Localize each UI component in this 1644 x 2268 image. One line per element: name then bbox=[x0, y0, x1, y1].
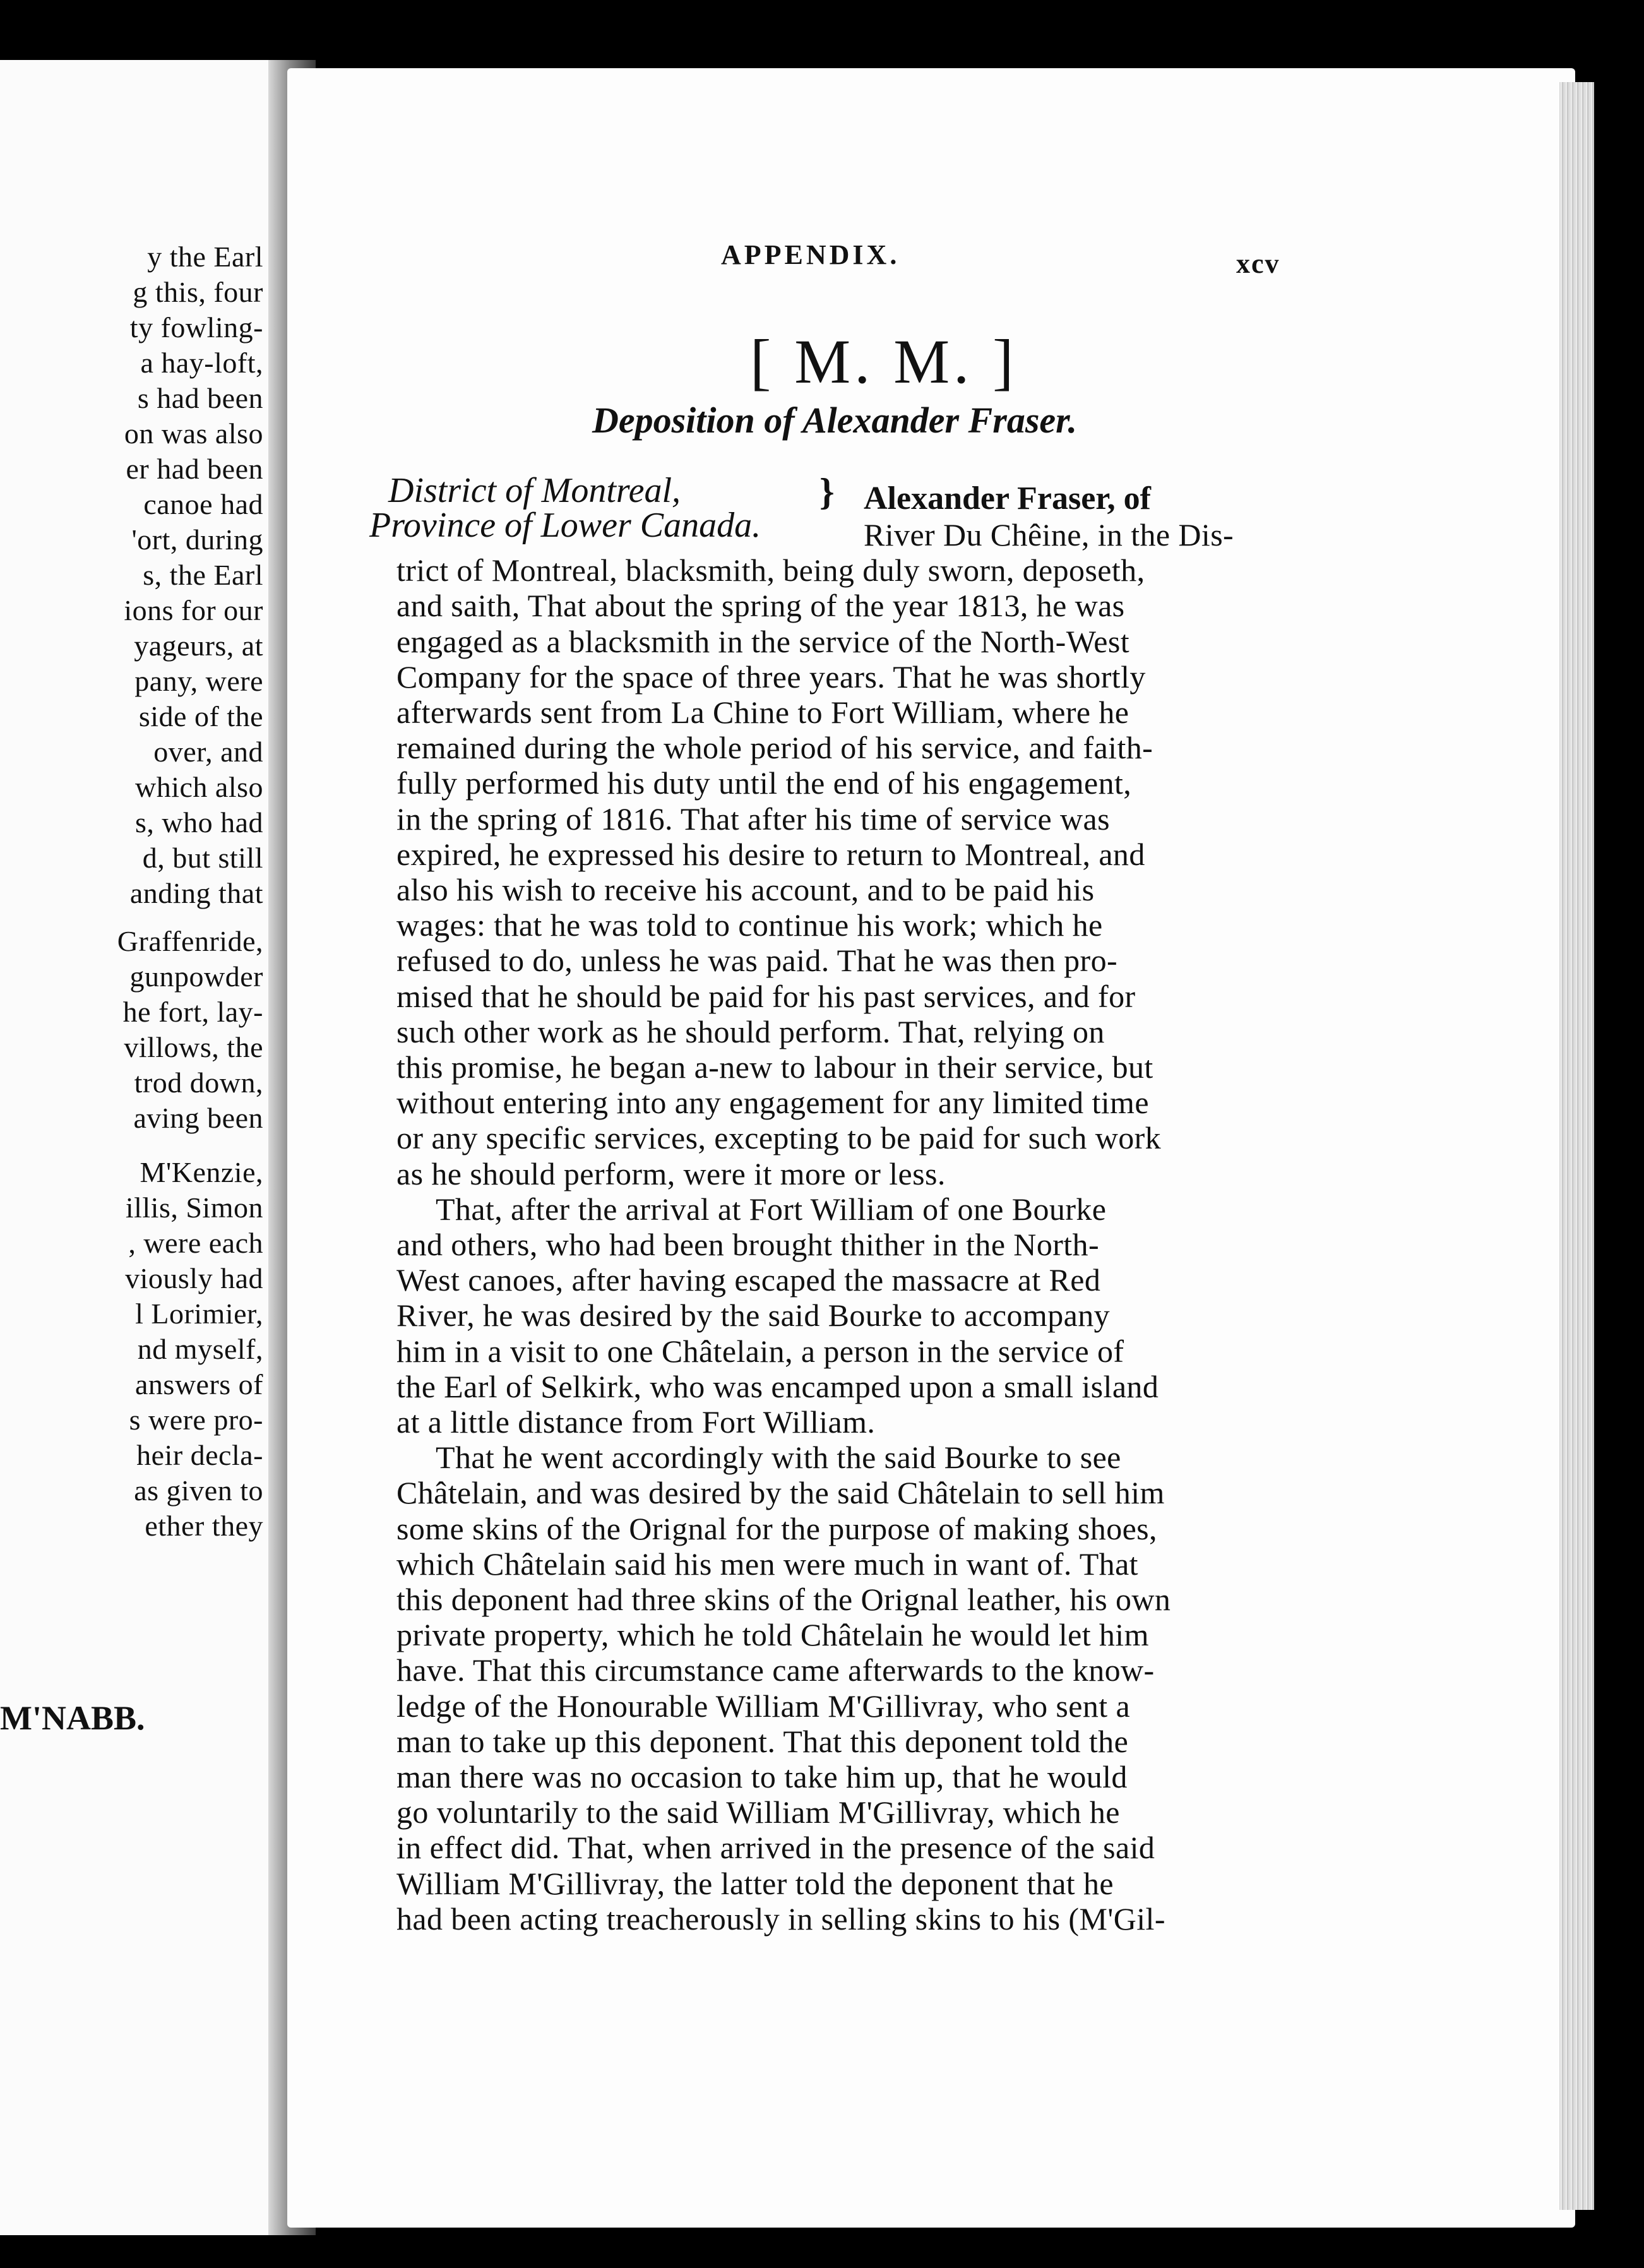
facing-page-line: which also bbox=[134, 771, 263, 803]
facing-page-line: on was also bbox=[124, 417, 263, 450]
body-line: remained during the whole period of his service, and faith- bbox=[396, 730, 1153, 766]
body-line: had been acting treacherously in selling skins to his (M'Gil- bbox=[396, 1901, 1165, 1937]
facing-page-line: M'Kenzie, bbox=[140, 1156, 263, 1188]
body-line: Company for the space of three years. That he was shortly bbox=[396, 659, 1146, 695]
body-line: this promise, he began a-new to labour in their service, but bbox=[396, 1049, 1153, 1085]
facing-page-line: he fort, lay- bbox=[122, 996, 263, 1028]
body-line: man there was no occasion to take him up, that he would bbox=[396, 1759, 1128, 1794]
body-line: such other work as he should perform. That, relying on bbox=[396, 1013, 1105, 1049]
body-line: some skins of the Orignal for the purpose of making shoes, bbox=[396, 1510, 1157, 1546]
body-line: in effect did. That, when arrived in the presence of the said bbox=[396, 1830, 1155, 1866]
body-line: have. That this circumstance came afterwards to the know- bbox=[396, 1652, 1155, 1688]
facing-page-line: as given to bbox=[134, 1474, 263, 1507]
facing-page-line: s, the Earl bbox=[143, 559, 263, 591]
facing-page-line: 'ort, during bbox=[131, 523, 263, 556]
facing-page-line: answers of bbox=[135, 1368, 263, 1400]
facing-page-line: a hay-loft, bbox=[140, 347, 263, 379]
body-line: Châtelain, and was desired by the said Châtelain to sell him bbox=[396, 1475, 1165, 1511]
document-title: Deposition of Alexander Fraser. bbox=[592, 400, 1078, 441]
facing-page-line: aving been bbox=[133, 1102, 263, 1134]
facing-page-signature: M'NABB. bbox=[0, 1699, 145, 1737]
body-line: him in a visit to one Châtelain, a person in the service of bbox=[396, 1333, 1124, 1369]
district-line: District of Montreal, bbox=[388, 471, 681, 510]
facing-page-line: over, and bbox=[153, 736, 263, 768]
facing-page-line: illis, Simon bbox=[125, 1191, 263, 1224]
body-line: also his wish to receive his account, and to be paid his bbox=[396, 872, 1095, 907]
body-line: refused to do, unless he was paid. That he was then pro- bbox=[396, 943, 1118, 979]
body-line: without entering into any engagement for any limited time bbox=[396, 1085, 1149, 1121]
running-header: APPENDIX. bbox=[721, 239, 900, 270]
facing-page-line: nd myself, bbox=[137, 1333, 263, 1365]
section-label: [ M. M. ] bbox=[750, 326, 1018, 397]
facing-page-line: s, who had bbox=[134, 806, 263, 839]
body-line: man to take up this deponent. That this deponent told the bbox=[396, 1723, 1129, 1759]
facing-page-line: pany, were bbox=[134, 665, 263, 697]
body-line: River Du Chêine, in the Dis- bbox=[864, 517, 1234, 552]
body-line: West canoes, after having escaped the massacre at Red bbox=[396, 1262, 1101, 1298]
body-line: the Earl of Selkirk, who was encamped upon a small island bbox=[396, 1368, 1159, 1404]
body-line: and saith, That about the spring of the year 1813, he was bbox=[396, 588, 1125, 624]
body-line: wages: that he was told to continue his work; which he bbox=[396, 907, 1103, 943]
facing-page-line: gunpowder bbox=[129, 960, 263, 993]
body-line: That, after the arrival at Fort William of one Bourke bbox=[436, 1191, 1107, 1227]
body-line: That he went accordingly with the said Bourke to see bbox=[436, 1440, 1121, 1476]
facing-page-line: s had been bbox=[137, 382, 263, 414]
district-heading bbox=[369, 471, 811, 545]
body-line: which Châtelain said his men were much in want of. That bbox=[396, 1546, 1138, 1582]
deponent-name: Alexander Fraser, of bbox=[864, 480, 1151, 516]
body-line: go voluntarily to the said William M'Gillivray, which he bbox=[396, 1794, 1120, 1830]
facing-page-line: , were each bbox=[128, 1227, 263, 1259]
brace-glyph: } bbox=[819, 471, 835, 513]
facing-page bbox=[0, 60, 268, 2235]
facing-page-line: er had been bbox=[126, 453, 263, 485]
body-line: River, he was desired by the said Bourke to accompany bbox=[396, 1298, 1110, 1334]
body-line: in the spring of 1816. That after his time of service was bbox=[396, 801, 1110, 837]
page-number: xcv bbox=[1236, 248, 1280, 279]
facing-page-line: trod down, bbox=[134, 1066, 263, 1099]
body-line: expired, he expressed his desire to return to Montreal, and bbox=[396, 836, 1145, 872]
body-line: this deponent had three skins of the Orignal leather, his own bbox=[396, 1582, 1171, 1617]
facing-page-line: ether they bbox=[145, 1510, 263, 1542]
facing-page-line: yageurs, at bbox=[134, 630, 263, 662]
body-line: fully performed his duty until the end of his engagement, bbox=[396, 765, 1132, 801]
facing-page-line: Graffenride, bbox=[117, 925, 263, 957]
facing-page-line: anding that bbox=[129, 877, 263, 909]
facing-page-line: ty fowling- bbox=[129, 311, 263, 343]
body-line: and others, who had been brought thither in the North- bbox=[396, 1227, 1100, 1262]
body-line: ledge of the Honourable William M'Gillivray, who sent a bbox=[396, 1688, 1131, 1724]
facing-page-line: heir decla- bbox=[136, 1439, 263, 1471]
body-line: William M'Gillivray, the latter told the deponent that he bbox=[396, 1865, 1114, 1901]
body-line: afterwards sent from La Chine to Fort William, where he bbox=[396, 695, 1129, 730]
body-line: as he should perform, were it more or less. bbox=[396, 1155, 946, 1191]
facing-page-line: y the Earl bbox=[147, 241, 263, 273]
facing-page-line: g this, four bbox=[133, 276, 263, 308]
body-line: trict of Montreal, blacksmith, being duly sworn, deposeth, bbox=[396, 552, 1145, 588]
facing-page-line: viously had bbox=[125, 1262, 263, 1294]
facing-page-line: s were pro- bbox=[129, 1404, 263, 1436]
facing-page-line: canoe had bbox=[143, 488, 263, 520]
facing-page-line: villows, the bbox=[124, 1031, 263, 1063]
facing-page-line: side of the bbox=[138, 700, 263, 732]
body-line: mised that he should be paid for his past services, and for bbox=[396, 978, 1136, 1014]
province-line: Province of Lower Canada. bbox=[369, 506, 761, 545]
body-line: at a little distance from Fort William. bbox=[396, 1404, 876, 1440]
body-line: engaged as a blacksmith in the service of the North-West bbox=[396, 623, 1130, 659]
body-line: private property, which he told Châtelain he would let him bbox=[396, 1617, 1149, 1653]
facing-page-line: ions for our bbox=[124, 594, 263, 626]
body-line: or any specific services, excepting to be paid for such work bbox=[396, 1120, 1162, 1156]
facing-page-line: l Lorimier, bbox=[135, 1298, 263, 1330]
facing-page-line: d, but still bbox=[142, 842, 263, 874]
